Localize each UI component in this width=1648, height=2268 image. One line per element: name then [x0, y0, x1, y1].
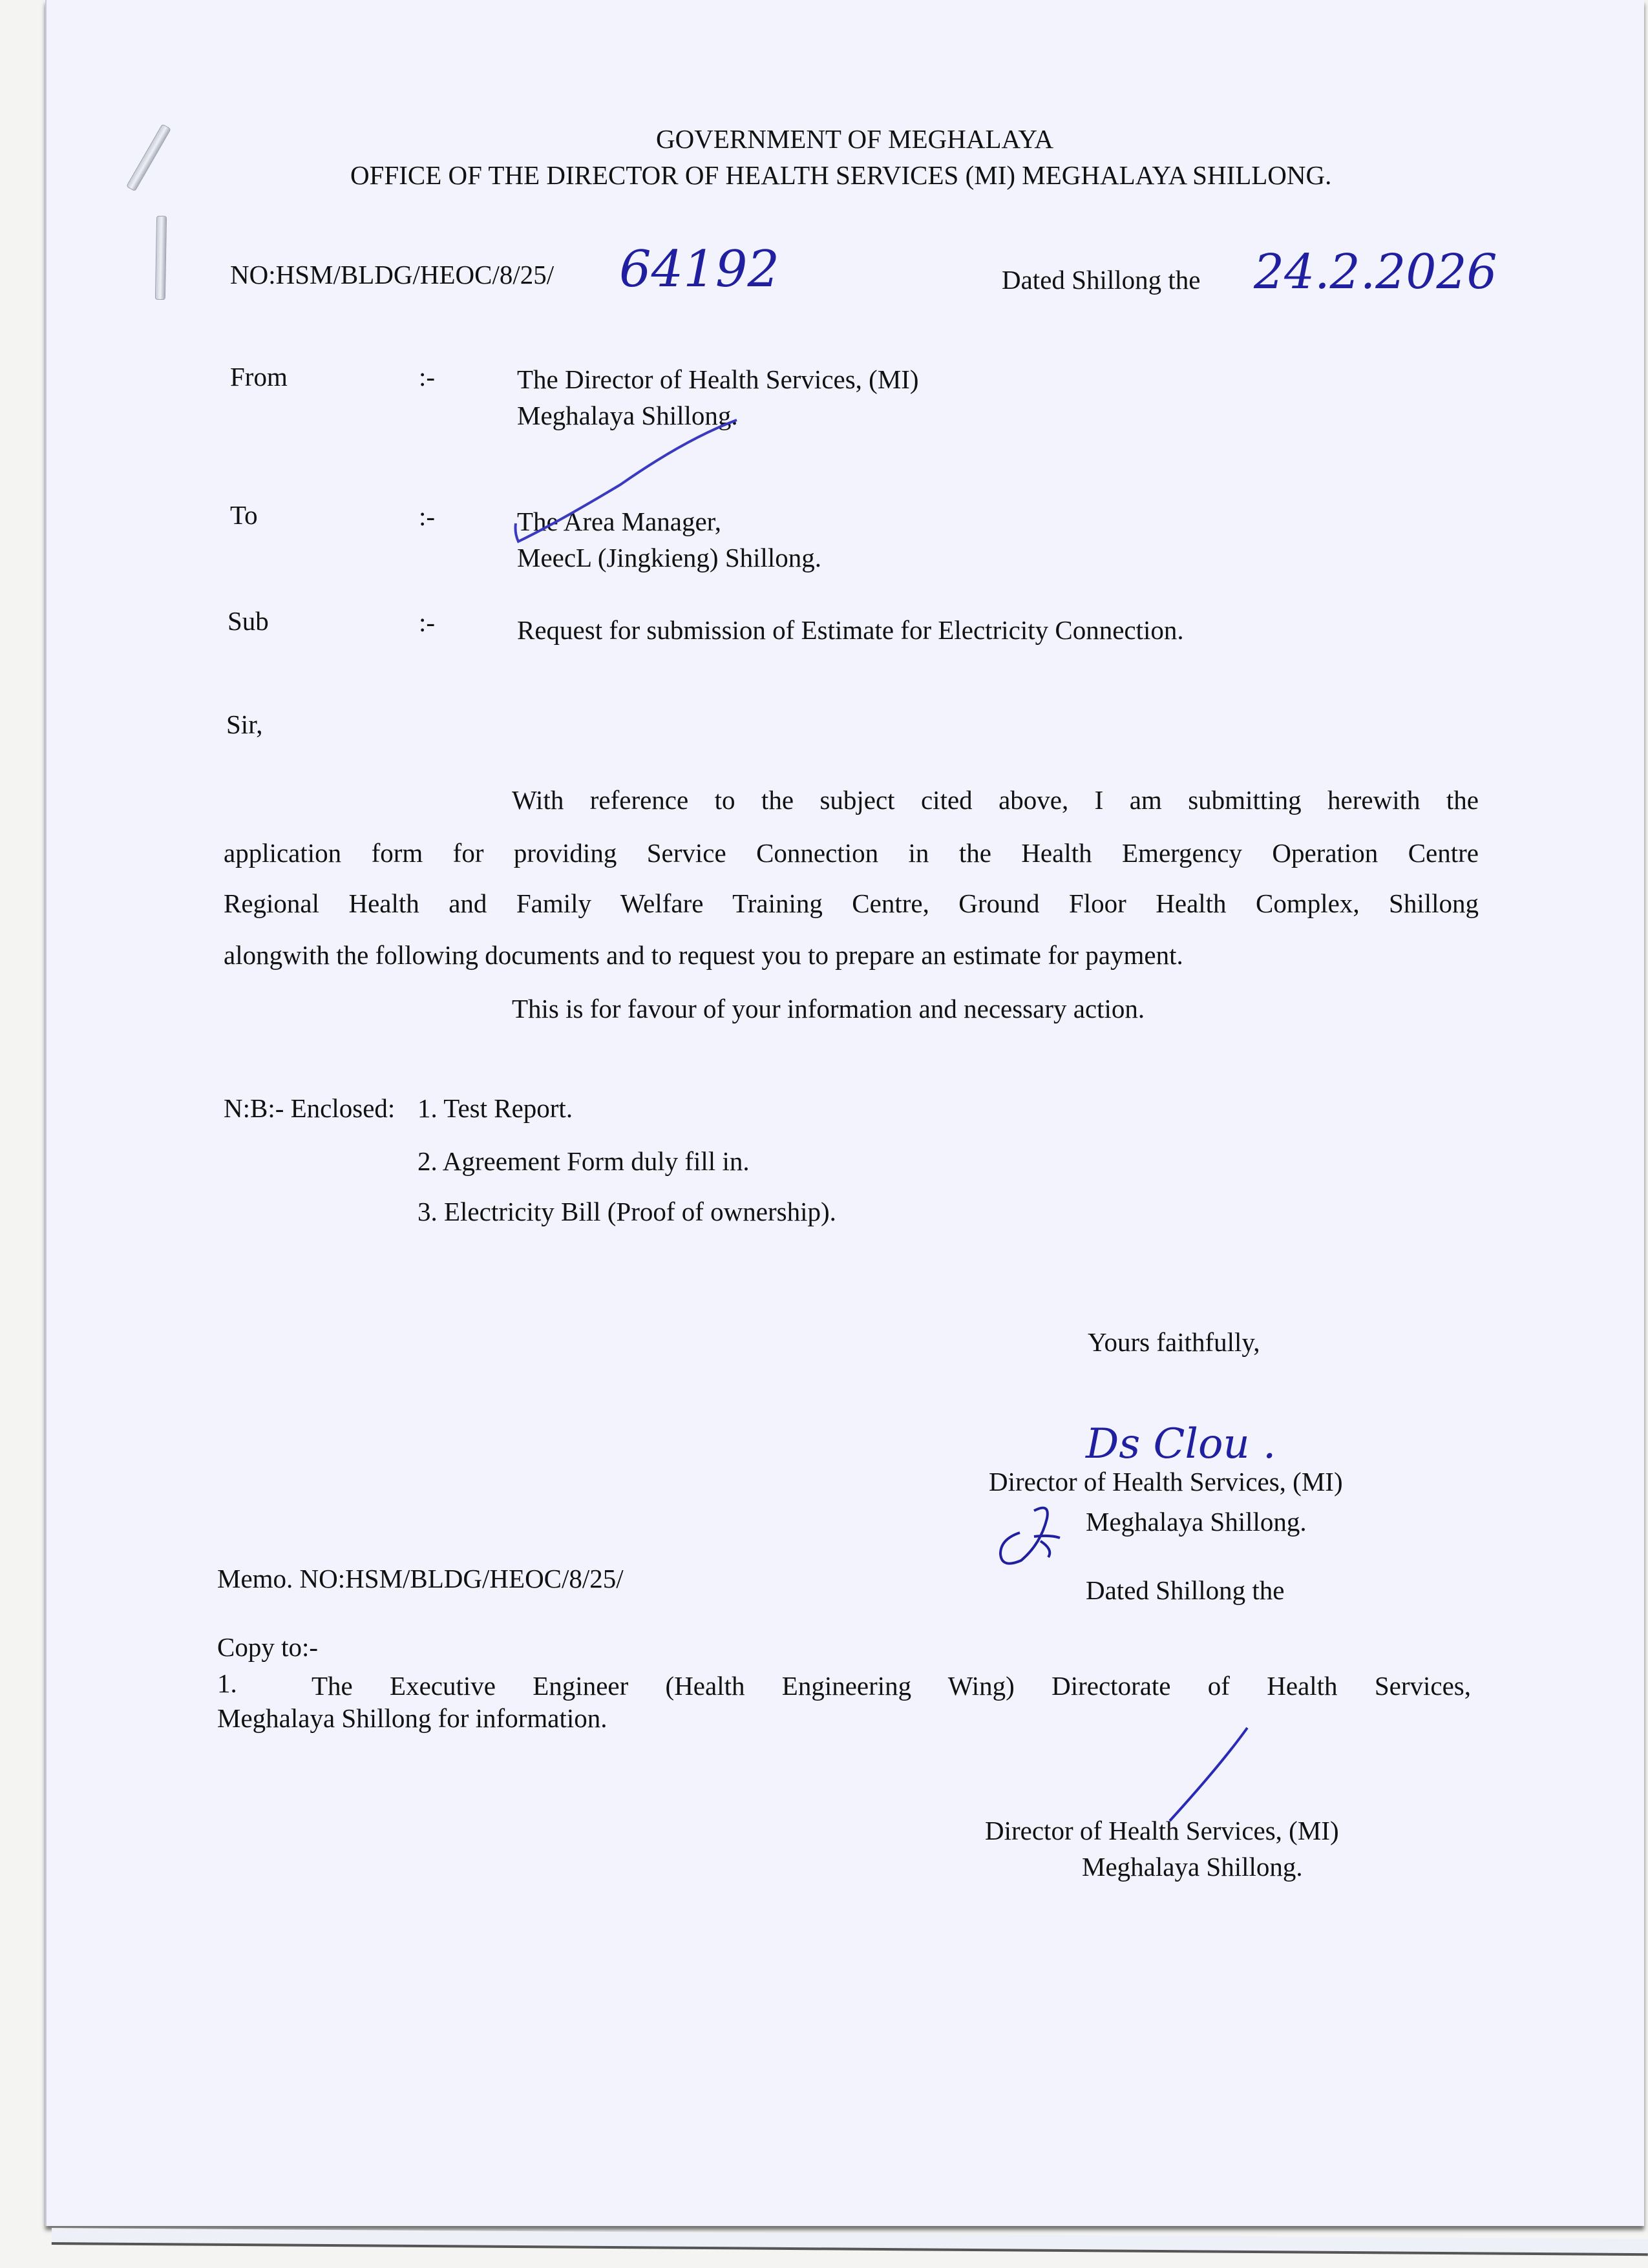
header-office: OFFICE OF THE DIRECTOR OF HEALTH SERVICES (MI) MEGHALAYA SHILLONG.: [350, 160, 1332, 190]
signature-handwritten: Ds Clou .: [1086, 1420, 1276, 1468]
footer-signoff-title: Director of Health Services, (MI): [985, 1816, 1339, 1845]
from-label: From: [230, 362, 288, 392]
reference-number: NO:HSM/BLDG/HEOC/8/25/: [230, 260, 555, 289]
copy-to-item-line1: The Executive Engineer (Health Engineering Wing) Directorate of Health Services,: [312, 1671, 1471, 1701]
closing-yours-faithfully: Yours faithfully,: [1088, 1327, 1260, 1357]
signoff-place: Meghalaya Shillong.: [1086, 1507, 1307, 1537]
body-line-1: With reference to the subject cited above, I am submitting herewith the: [512, 785, 1479, 815]
date-handwritten: 24.2.2026: [1254, 244, 1497, 300]
reference-number-handwritten: 64192: [619, 240, 780, 299]
subject-text: Request for submission of Estimate for Electricity Connection.: [517, 615, 1184, 645]
signoff-title: Director of Health Services, (MI): [989, 1467, 1343, 1496]
initials-stroke: [1000, 1508, 1060, 1564]
memo-number: Memo. NO:HSM/BLDG/HEOC/8/25/: [217, 1564, 624, 1593]
salutation: Sir,: [226, 709, 263, 739]
from-separator: :-: [419, 362, 436, 392]
to-separator: :-: [419, 501, 436, 531]
to-label: To: [230, 500, 258, 530]
initials-signature-icon: [995, 1499, 1079, 1570]
tick-mark-icon: [491, 414, 750, 549]
subject-separator: :-: [419, 607, 436, 637]
tick-mark-stroke: [516, 420, 737, 541]
header-government: GOVERNMENT OF MEGHALAYA: [656, 124, 1054, 154]
copy-to-item-line2: Meghalaya Shillong for information.: [217, 1703, 607, 1733]
enclosure-item: 1. Test Report.: [417, 1093, 573, 1123]
enclosed-label: N:B:- Enclosed:: [224, 1093, 396, 1123]
initial-stroke-line: [1170, 1728, 1247, 1821]
footer-signoff-place: Meghalaya Shillong.: [1082, 1852, 1303, 1882]
paper-bottom-edge: [52, 2228, 1648, 2256]
memo-dated-label: Dated Shillong the: [1086, 1575, 1285, 1605]
staple-icon: [155, 216, 167, 300]
copy-to-item-number: 1.: [217, 1668, 237, 1698]
body-line-4: alongwith the following documents and to request you to prepare an estimate for payment.: [224, 940, 1183, 970]
body-line-2: application form for providing Service Connection in the Health Emergency Operation Centre: [224, 838, 1479, 868]
copy-to-label: Copy to:-: [217, 1632, 319, 1662]
enclosure-item: 2. Agreement Form duly fill in.: [417, 1146, 750, 1176]
subject-label: Sub: [227, 606, 269, 636]
body-line-3: Regional Health and Family Welfare Training Centre, Ground Floor Health Complex, Shillong: [224, 888, 1479, 918]
body-closing-line: This is for favour of your information and necessary action.: [512, 994, 1145, 1024]
enclosure-item: 3. Electricity Bill (Proof of ownership).: [417, 1197, 836, 1226]
to-line2: MeecL (Jingkieng) Shillong.: [517, 543, 822, 572]
dated-label: Dated Shillong the: [1002, 265, 1201, 295]
to-line1: The Area Manager,: [517, 507, 721, 536]
from-line2: Meghalaya Shillong.: [517, 401, 738, 430]
initial-stroke-icon: [1157, 1725, 1254, 1822]
from-line1: The Director of Health Services, (MI): [517, 364, 919, 394]
